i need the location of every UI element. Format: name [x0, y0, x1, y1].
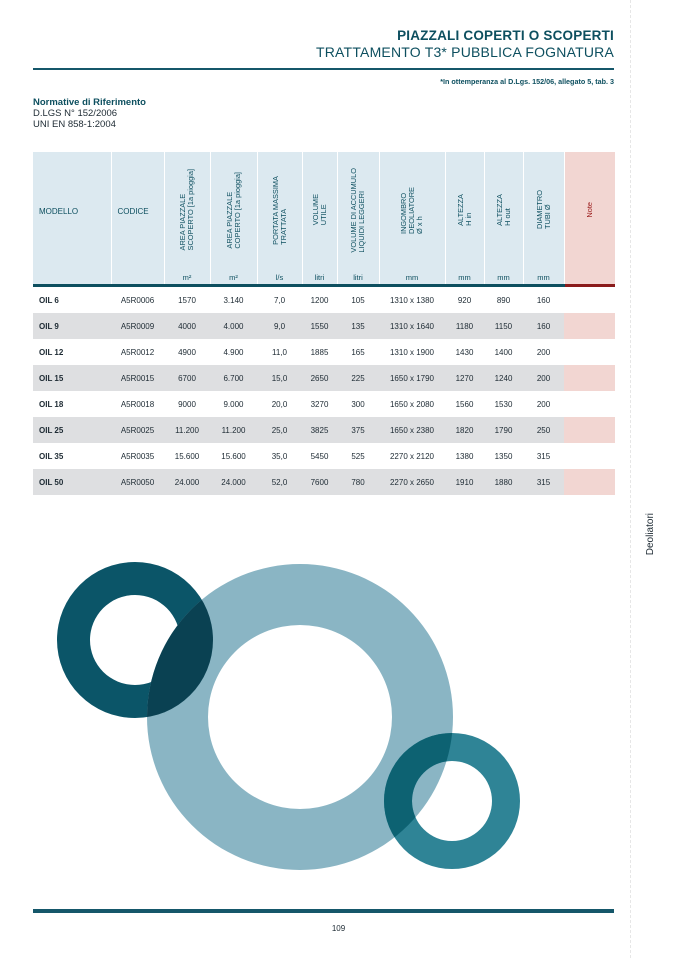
cell-code: A5R0050	[111, 469, 164, 495]
cell-area-scoperto: 11.200	[164, 417, 210, 443]
cell-model: OIL 18	[39, 399, 64, 409]
cell-area-coperto: 24.000	[210, 469, 257, 495]
cell-h-in: 920	[457, 295, 472, 305]
cell-model: OIL 35	[39, 451, 64, 461]
unit-cell: m²	[164, 270, 210, 286]
unit-cell: m²	[210, 270, 257, 286]
unit-cell: litri	[302, 270, 337, 286]
cell-ingombro: 1310 x 1900	[389, 347, 435, 357]
cell-h-out: 1790	[484, 417, 523, 443]
header-portata: PORTATA MASSIMA TRATTATA	[257, 152, 302, 270]
table-body	[33, 286, 615, 496]
header-note: Note	[564, 152, 615, 270]
cell-note	[564, 417, 615, 443]
cell-volume: 7600	[302, 469, 337, 495]
header-accumulo: VOLUME DI ACCUMULO LIQUIDI LEGGERI	[337, 152, 379, 270]
cell-code: A5R0006	[120, 295, 155, 305]
cell-diametro: 160	[523, 313, 564, 339]
cell-code: A5R0012	[120, 347, 155, 357]
unit-cell: mm	[523, 270, 564, 286]
cell-area-coperto: 4.000	[210, 313, 257, 339]
cell-ingombro: 1310 x 1380	[389, 295, 435, 305]
header-area-coperto: AREA PIAZZALE COPERTO [1a pioggia]	[210, 152, 257, 270]
cell-code: A5R0025	[111, 417, 164, 443]
cell-h-out: 1150	[484, 313, 523, 339]
table-row	[33, 469, 615, 495]
page-header	[316, 28, 614, 60]
cell-accumulo: 105	[351, 295, 365, 305]
cell-code: A5R0018	[120, 399, 155, 409]
cell-portata: 35,0	[271, 451, 288, 461]
cell-area-coperto: 3.140	[223, 295, 244, 305]
cell-area-coperto: 11.200	[210, 417, 257, 443]
cell-ingombro: 1650 x 1790	[379, 365, 445, 391]
cell-volume: 5450	[310, 451, 329, 461]
cell-portata: 52,0	[257, 469, 302, 495]
cell-code: A5R0015	[111, 365, 164, 391]
cell-h-in: 1180	[445, 313, 484, 339]
cell-accumulo: 135	[337, 313, 379, 339]
cell-portata: 25,0	[257, 417, 302, 443]
unit-cell: l/s	[257, 270, 302, 286]
cell-portata: 11,0	[272, 347, 287, 357]
cell-ingombro: 1650 x 2080	[389, 399, 435, 409]
cell-volume: 3825	[302, 417, 337, 443]
cell-accumulo: 300	[351, 399, 365, 409]
cell-ingombro: 2270 x 2120	[389, 451, 435, 461]
table-row	[33, 391, 615, 417]
table-row	[33, 339, 615, 365]
cell-area-scoperto: 9000	[178, 399, 196, 409]
cell-h-in: 1380	[455, 451, 474, 461]
cell-diametro: 200	[536, 347, 551, 357]
cell-ingombro: 2270 x 2650	[379, 469, 445, 495]
cell-note	[564, 443, 615, 469]
footer-divider	[33, 909, 614, 913]
cell-note	[564, 469, 615, 495]
cell-area-scoperto: 1570	[178, 295, 196, 305]
normative-line: D.LGS N° 152/2006	[33, 108, 118, 119]
cell-accumulo: 165	[351, 347, 365, 357]
cell-area-scoperto: 4000	[164, 313, 210, 339]
cell-h-out: 890	[496, 295, 511, 305]
cell-model: OIL 12	[39, 347, 64, 357]
cell-volume: 1885	[310, 347, 329, 357]
cell-h-in: 1270	[445, 365, 484, 391]
normative-title: Normative di Riferimento	[33, 97, 146, 108]
unit-row	[33, 270, 615, 286]
cell-diametro: 160	[536, 295, 551, 305]
cell-accumulo: 225	[337, 365, 379, 391]
spec-table	[33, 152, 615, 495]
cell-h-out: 1350	[494, 451, 513, 461]
cell-diametro: 315	[523, 469, 564, 495]
cell-accumulo: 525	[351, 451, 365, 461]
header-h-in: ALTEZZA H in	[445, 152, 484, 270]
header-area-scoperto: AREA PIAZZALE SCOPERTO [1a pioggia]	[164, 152, 210, 270]
cell-area-scoperto: 4900	[178, 347, 196, 357]
header-divider	[33, 68, 614, 70]
header-h-out: ALTEZZA H out	[484, 152, 523, 270]
cell-model: OIL 6	[39, 295, 59, 305]
cell-note	[564, 365, 615, 391]
cell-h-out: 1240	[484, 365, 523, 391]
unit-cell: mm	[484, 270, 523, 286]
cell-h-out: 1880	[484, 469, 523, 495]
page-number: 109	[331, 924, 346, 933]
table-row	[33, 286, 615, 314]
cell-h-out: 1400	[494, 347, 513, 357]
cell-h-in: 1820	[445, 417, 484, 443]
cell-accumulo: 375	[337, 417, 379, 443]
cell-area-scoperto: 6700	[164, 365, 210, 391]
unit-cell	[33, 270, 111, 286]
cell-area-coperto: 6.700	[210, 365, 257, 391]
table-row	[33, 443, 615, 469]
cell-volume: 1200	[310, 295, 329, 305]
cell-model: OIL 25	[33, 417, 111, 443]
cell-portata: 9,0	[257, 313, 302, 339]
cell-volume: 1550	[302, 313, 337, 339]
cell-model: OIL 50	[33, 469, 111, 495]
normative-line: UNI EN 858-1:2004	[33, 119, 116, 130]
cell-ingombro: 1650 x 2380	[379, 417, 445, 443]
cell-note	[564, 313, 615, 339]
cell-accumulo: 780	[337, 469, 379, 495]
cell-diametro: 250	[523, 417, 564, 443]
cell-note	[564, 339, 615, 365]
header-diametro: DIAMETRO TUBI Ø	[523, 152, 564, 270]
cell-model: OIL 9	[33, 313, 111, 339]
header-modello: MODELLO	[33, 152, 111, 270]
unit-cell: mm	[445, 270, 484, 286]
cell-diametro: 200	[523, 365, 564, 391]
header-ingombro: INGOMBRO DEOLIATORE Ø x h	[379, 152, 445, 270]
cell-h-out: 1530	[494, 399, 513, 409]
cell-portata: 20,0	[271, 399, 288, 409]
cell-area-coperto: 15.600	[221, 451, 246, 461]
cell-area-coperto: 4.900	[223, 347, 244, 357]
cell-volume: 3270	[310, 399, 329, 409]
normative-block	[33, 97, 146, 130]
header-codice: CODICE	[111, 152, 164, 270]
decorative-rings	[0, 530, 630, 890]
cell-h-in: 1560	[455, 399, 474, 409]
table-row	[33, 313, 615, 339]
unit-cell: mm	[379, 270, 445, 286]
cell-h-in: 1430	[455, 347, 474, 357]
cell-area-scoperto: 15.600	[174, 451, 200, 461]
unit-cell	[564, 270, 615, 286]
section-side-label: Deoliatori	[645, 513, 656, 556]
cell-code: A5R0035	[120, 451, 155, 461]
cell-volume: 2650	[302, 365, 337, 391]
cell-portata: 15,0	[257, 365, 302, 391]
cell-portata: 7,0	[273, 295, 286, 305]
cell-note	[564, 391, 615, 417]
footnote: *In ottemperanza al D.Lgs. 152/06, allegato 5, tab. 3	[440, 77, 614, 86]
unit-cell	[111, 270, 164, 286]
header-volume: VOLUME UTILE	[302, 152, 337, 270]
cell-note	[564, 286, 615, 314]
cell-code: A5R0009	[111, 313, 164, 339]
cell-area-scoperto: 24.000	[164, 469, 210, 495]
cell-model: OIL 15	[33, 365, 111, 391]
cell-h-in: 1910	[445, 469, 484, 495]
unit-cell: litri	[337, 270, 379, 286]
cell-diametro: 200	[536, 399, 551, 409]
page-title: PIAZZALI COPERTI O SCOPERTI	[397, 28, 614, 43]
page-subtitle: TRATTAMENTO T3* PUBBLICA FOGNATURA	[316, 44, 614, 60]
cell-ingombro: 1310 x 1640	[379, 313, 445, 339]
table-row	[33, 417, 615, 443]
header-row	[33, 152, 615, 270]
cell-diametro: 315	[536, 451, 551, 461]
table-row	[33, 365, 615, 391]
page-edge-guide	[630, 0, 632, 958]
cell-area-coperto: 9.000	[223, 399, 244, 409]
